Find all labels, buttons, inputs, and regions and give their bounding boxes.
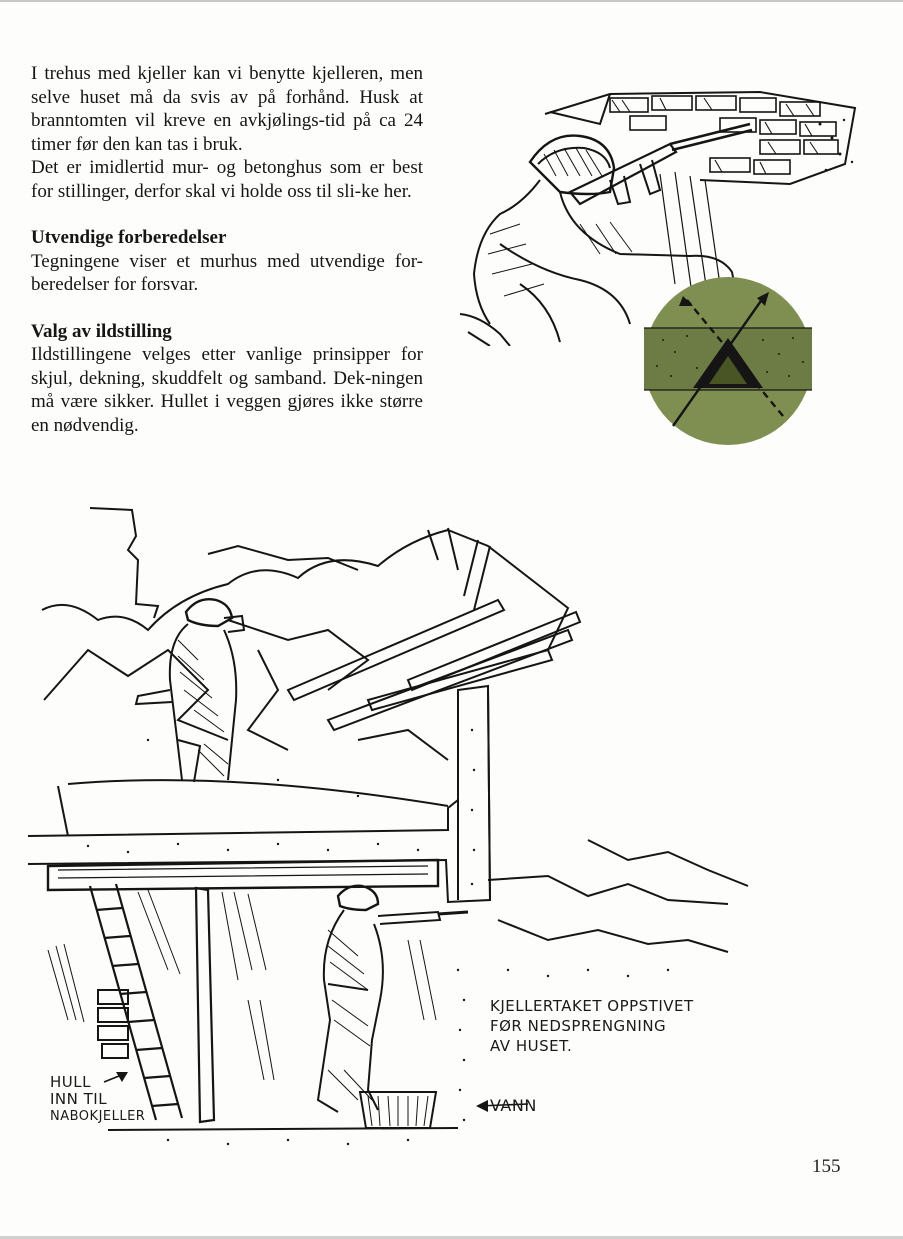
section-heading-exterior: Utvendige forberedelser	[31, 227, 227, 248]
shored-label-line-2: FØR NEDSPRENGNING	[490, 1017, 667, 1035]
hole-label	[50, 1074, 145, 1125]
hole-label-line-2: INN TIL	[50, 1090, 108, 1108]
section-body-exterior: Tegningene viser et murhus med utvendige for-beredelser for forsvar.	[31, 250, 423, 295]
top-border	[0, 0, 903, 2]
hole-label-line-3: NABOKJELLER	[50, 1109, 146, 1124]
intro-paragraph-1: I trehus med kjeller kan vi benytte kjelleren, men selve huset må da svis av på forhånd. Husk at branntomten vil kreve en avkjølings-tid på ca 24 timer før den kan tas i bruk.	[31, 63, 423, 155]
intro-paragraph-2: Det er imidlertid mur- og betonghus som er best for stillinger, derfor skal vi holde oss til sli-ke her.	[31, 157, 423, 202]
shored-ceiling-label	[490, 996, 694, 1056]
section-heading-firing-position: Valg av ildstilling	[31, 320, 172, 342]
shored-label-line-1: KJELLERTAKET OPPSTIVET	[490, 997, 694, 1015]
embrasure-diagram-circle	[643, 276, 813, 446]
shored-label-line-3: AV HUSET.	[490, 1037, 573, 1055]
section-body-firing-position: Ildstillingene velges etter vanlige prinsipper for skjul, dekning, skuddfelt og samband. Dek-ningen må være sikker. Hullet i veggen gjøres ikke større en nødvendig.	[31, 344, 423, 436]
page-number: 155	[812, 1156, 841, 1177]
hole-label-line-1: HULL	[50, 1073, 91, 1091]
text-column	[31, 62, 423, 437]
basement-cross-section-illustration	[28, 500, 768, 1160]
water-label: VANN	[490, 1096, 537, 1115]
